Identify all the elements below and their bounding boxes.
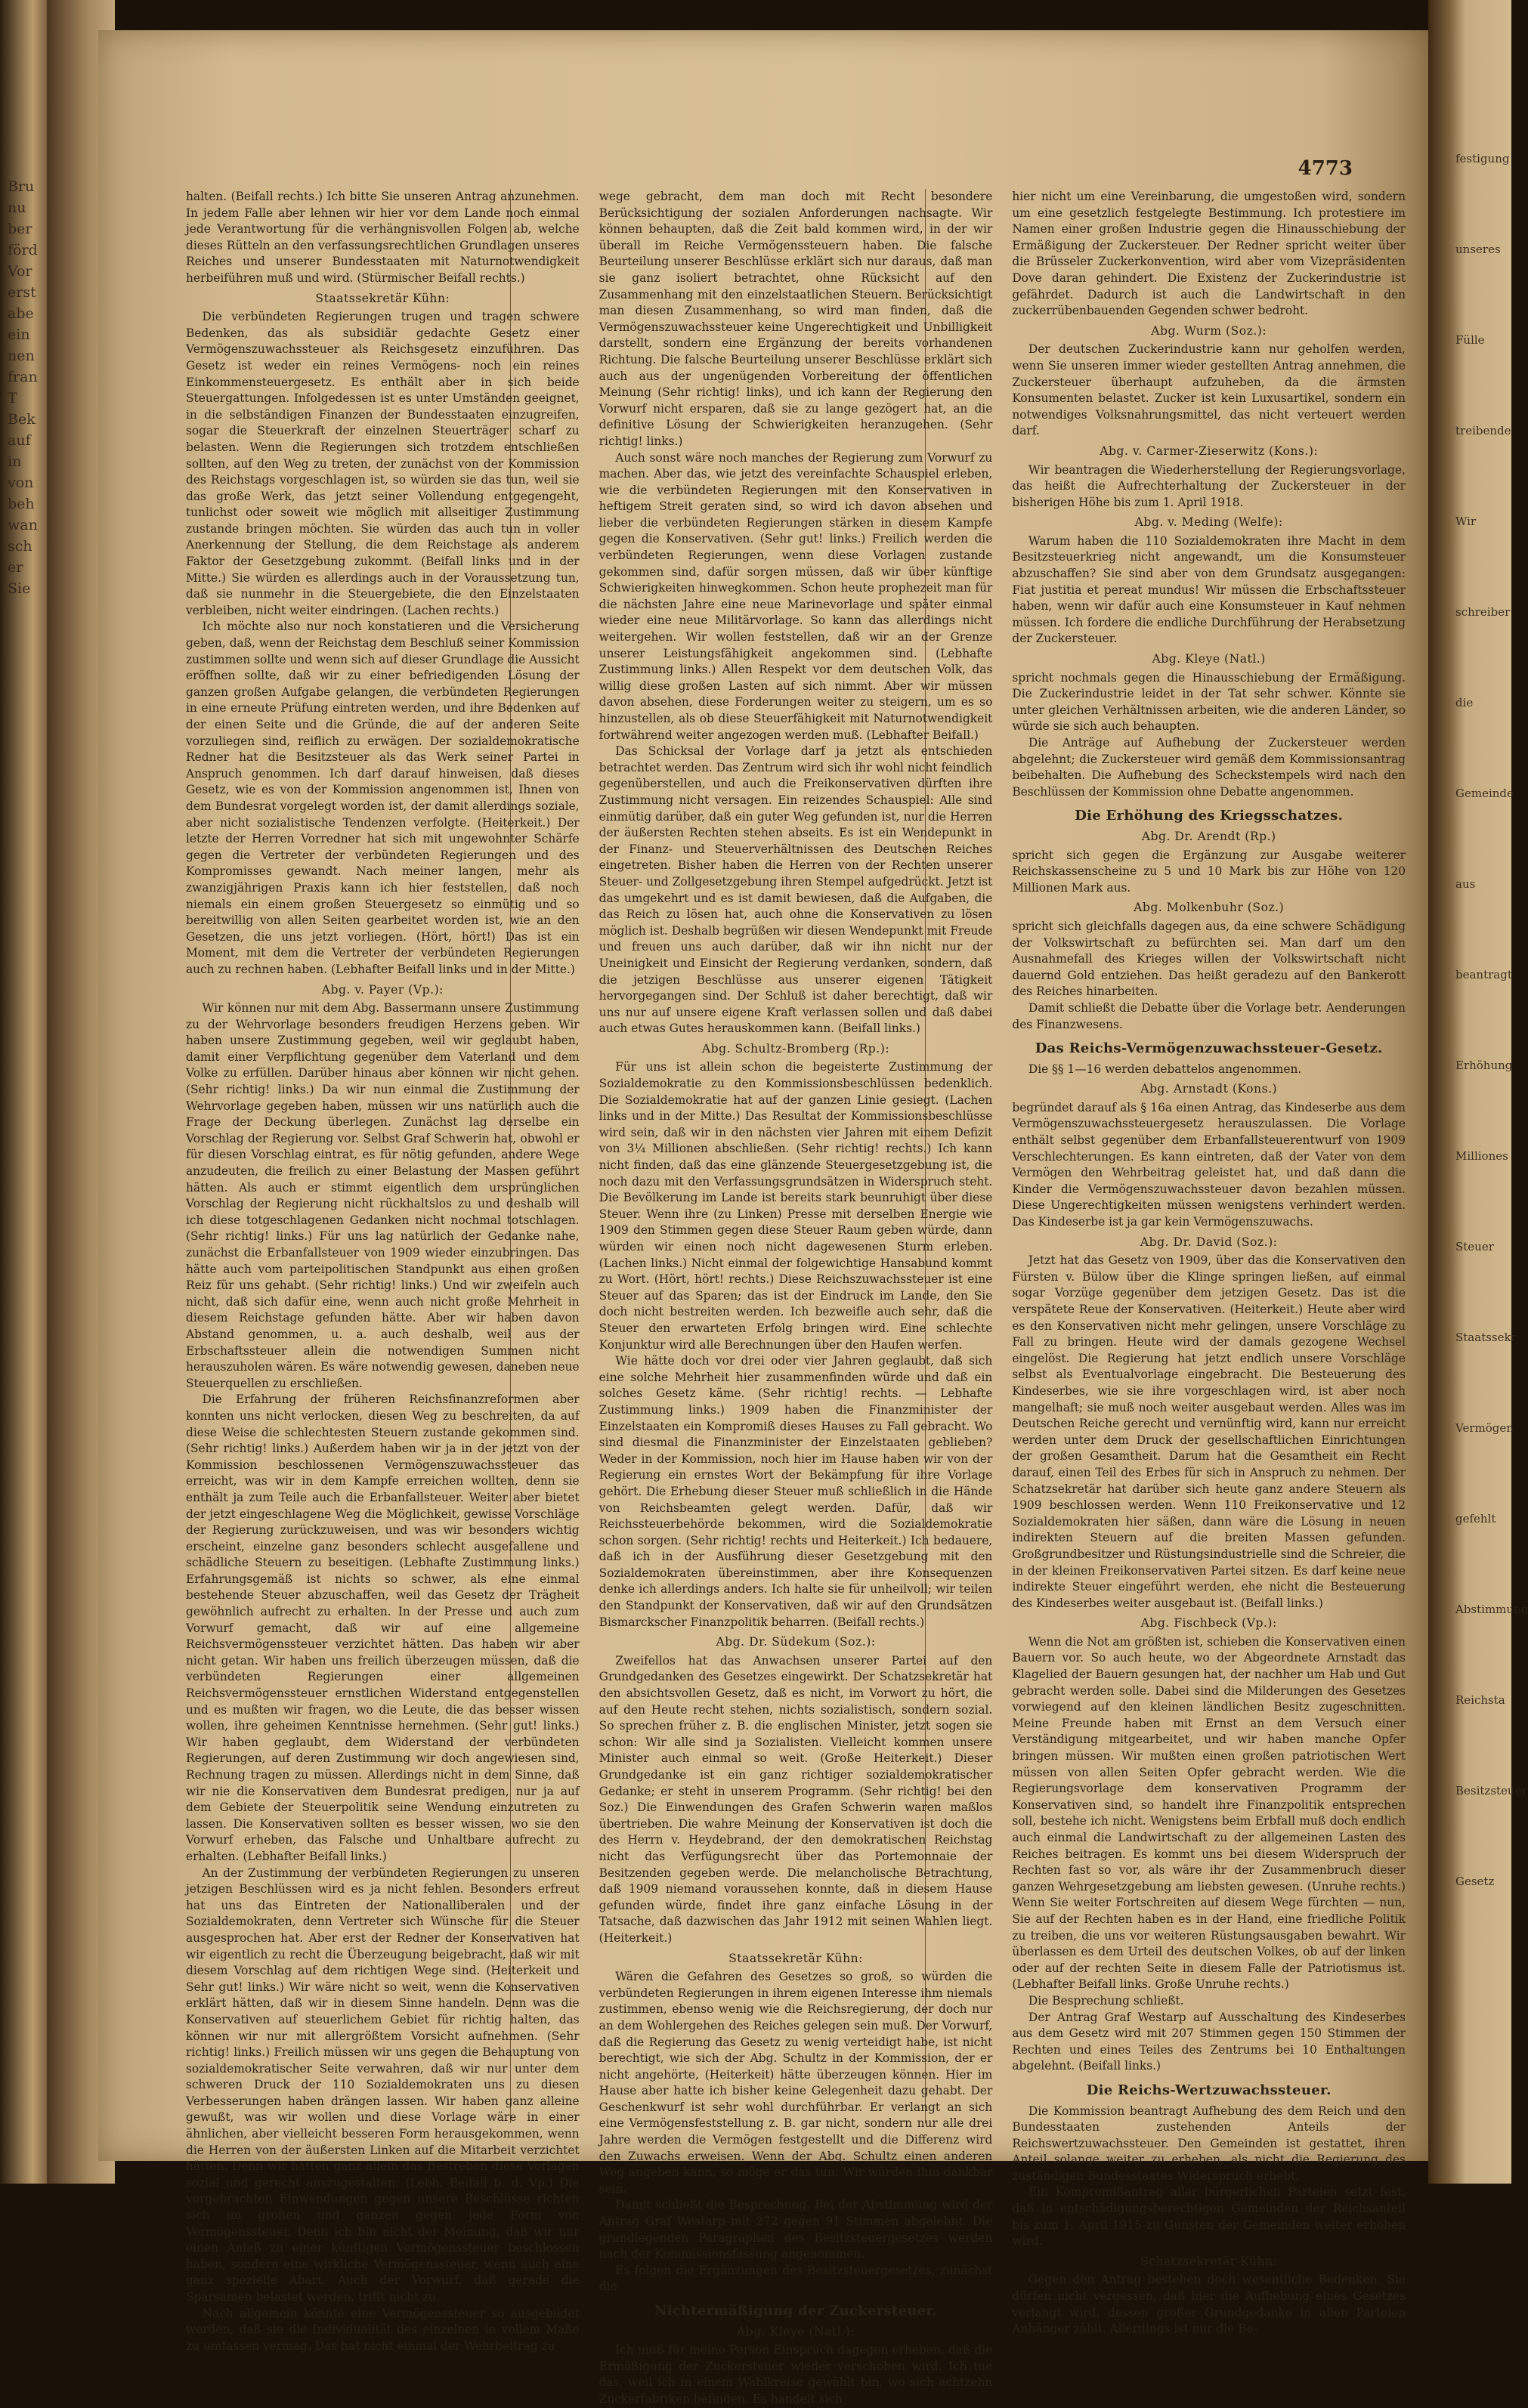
paragraph: wege gebracht, dem man doch mit Recht besondere Berücksichtigung der sozialen Anforderungen nachsagte. Wir können behaupten, daß die Zeit bald kommen wird, in der wir überall im Reiche Vermögenssteuern haben. Die falsche Beurteilung unserer Beschlüsse erklärt sich nur daraus, daß man sie ganz isoliert betrachtet, ohne Rücksicht auf den Zusammenhang mit den einzelstaatlichen Steuern. Berücksichtigt man diesen Zusammenhang, so wird man finden, daß die Vermögenszuwachssteuer keine Ungerechtigkeit und Unbilligkeit darstellt, sondern eine Ergänzung der bereits vorhandenen Richtung. Die falsche Beurteilung unserer Beschlüsse erklärt sich auch aus der ungenügenden Vorbereitung der öffentlichen Meinung (Sehr richtig! links), und ich kann der Regierung den Vorwurf nicht ersparen, daß sie zu lange gezögert hat, an die definitive Lösung der Schwierigkeiten heranzugehen. (Sehr richtig! links.) — [599, 190, 993, 448]
paragraph: Die Erfahrung der früheren Reichsfinanzreformen aber konnten uns nicht verlocken, diesen Weg zu beschreiten, da auf diese Weise die schlechtesten Steuern zustande gekommen sind. (Sehr richtig! links.) Außerdem haben wir ja in der jetzt von der Kommission beschlossenen Vermögenszuwachssteuer das erreicht, was wir in dem Kampfe erreichen wollten, denn sie enthält ja zum Teile auch die Erbanfallsteuer. Weiter aber bietet der jetzt eingeschlagene Weg die Möglichkeit, gewisse Vorschläge der Regierung zurückzuweisen, und was wir besonders wichtig erscheint, einzelne ganz besonders schlecht ausgefallene und schädliche Steuern zu beseitigen. (Lebhafte Zustimmung links.) Erfahrungsgemäß ist nichts so schwer, als eine einmal bestehende Steuer abzuschaffen, weil das Gesetz der Trägheit gewöhnlich aufrecht zu erhalten. In der Presse und auch zum Vorwurf gemacht, daß wir auf eine allgemeine Reichsvermögenssteuer verzichtet hätten. Das haben wir aber nicht getan. Wir haben uns freilich überzeugen müssen, daß die verbündeten Regierungen einer allgemeinen Reichsvermögenssteuer ernstlichen Widerstand entgegenstellen und es mußten wir fragen, wo die Leute, die das besser wissen wollen, ihre geheimen Kenntnisse hernehmen. (Sehr gut! links.) Wir haben geglaubt, dem Widerstand der verbündeten Regierungen, auf deren Zustimmung wir doch angewiesen sind, Rechnung tragen zu müssen. Allerdings nicht in dem Sinne, daß wir nie die Konservativen dem Bundesrat predigen, nur ja auf dem Gebiete der Steuerpolitik seine Wendung einzutreten zu lassen. Die Konservativen sollten es besser wissen, wo sie den Vorwurf erheben, das Falsche und Unhaltbare aufrecht zu erhalten. (Lebhafter Beifall links.) — [186, 1393, 580, 1863]
paragraph: spricht sich gegen die Ergänzung zur Ausgabe weiterer Reichskassenscheine zu 5 und 10 Mark bis zur Höhe von 120 Millionen Mark aus. — [1012, 848, 1406, 895]
paragraph: Nach allgemein könnte eine Vermögenssteuer so ausgebildet werden, daß sie die Individualität des einzelnen in vollem Maße zu umfassen vermag. Das hat nicht einmal der Wehrbeitrag zu — [186, 2306, 580, 2353]
section-heading: Die Erhöhung des Kriegsschatzes. — [1075, 808, 1344, 824]
paragraph: Auch sonst wäre noch manches der Regierung zum Vorwurf zu machen. Aber das, wie jetzt des vereinfachte Schauspiel erleben, wie die verbündeten Regierungen mit den Konservativen in heftigem Streit geraten sind, so wird ich davon absehen und lieber die verbündeten Regierungen stärken in diesem Kampfe gegen die Konservativen. (Sehr gut! links.) Freilich werden die verbündeten Regierungen, wenn diese Vorlagen zustande gekommen sind, dafür sorgen müssen, daß wir über künftige Schwierigkeiten hinwegkommen. Schon heute prophezeit man für die nächsten Jahre eine neue Marinevorlage und später einmal wieder eine neue Militärvorlage. So kann das allerdings nicht weitergehen. Wir wollen feststellen, daß wir an der Grenze unserer Leistungsfähigkeit angekommen sind. (Lebhafte Zustimmung links.) Allen Respekt vor dem deutschen Volk, das willig diese großen Lasten auf sich nimmt. Aber wir müssen davon absehen, diese Forderungen weiter zu steigern, um es so hinzustellen, als ob diese Steuerfähigkeit mit Naturnotwendigkeit fortwährend weiter angezogen werden muß. (Lebhafter Beifall.) — [599, 450, 993, 742]
paragraph: Ich muß für meine Person Einspruch dagegen erheben, daß die Ermäßigung der Zuckersteuer wieder verschoben wird. Ich tue das, weil ich in einem Wahlkreise gewählt bin, wo sich achtzehn Zuckerfabriken befinden. Es handelt sich — [599, 2343, 993, 2406]
paragraph: spricht sich gleichfalls dagegen aus, da eine schwere Schädigung der Volkswirtschaft zu befürchten sei. Man darf um den Ausnahmefall des Krieges willen der Volkswirtschaft nicht dauernd Gold entziehen. Das heißt geradezu auf den Bankerott des Reiches hinarbeiten. — [1012, 919, 1406, 999]
speaker-heading: Schatzsekretär Kühn: — [1140, 2254, 1278, 2268]
margin-fragment: er — [8, 559, 23, 576]
margin-fragment: Milliones — [1455, 1149, 1508, 1163]
margin-fragment: festigung — [1455, 152, 1510, 165]
speaker-heading: Abg. Schultz-Bromberg (Rp.): — [701, 1041, 890, 1056]
paragraph: Warum haben die 110 Sozialdemokraten ihre Macht in dem Besitzsteuerkrieg nicht angewandt, um die Konsumsteuer abzuschaffen? Sie sind aber von dem Grundsatz ausgegangen: Fiat justitia et pereat mundus! Wir müssen die Erbschaftssteuer haben, wenn wir dafür auch eine Konsumsteuer in Kauf nehmen müssen. Ich fordere die endliche Durchführung der Herabsetzung der Zuckersteuer. — [1012, 533, 1406, 646]
paragraph: spricht nochmals gegen die Hinausschiebung der Ermäßigung. Die Zuckerindustrie leidet in der Tat sehr schwer. Könnte sie unter gleichen Verhältnissen arbeiten, wie die anderen Länder, so würde sie sich auch behaupten. — [1012, 670, 1406, 734]
margin-fragment: Reichsta — [1455, 1693, 1505, 1707]
margin-fragment: aus — [1455, 877, 1476, 891]
speaker-heading: Abg. v. Meding (Welfe): — [1134, 515, 1283, 530]
margin-fragment: Vermögen — [1455, 1421, 1514, 1435]
paragraph: Die Kommission beantragt Aufhebung des dem Reich und den Bundesstaaten zustehenden Anteils der Reichswertzuwachssteuer. Den Gemeinden ist gestattet, ihren Anteil solange weiter zu erheben, als nicht die Regierung des zuständigen Bundesstaates Widerspruch erhebt. — [1012, 2104, 1406, 2183]
margin-fragment: unseres — [1455, 243, 1501, 256]
margin-fragment: die — [1455, 696, 1474, 709]
paragraph: Wie hätte doch vor drei oder vier Jahren geglaubt, daß sich eine solche Mehrheit hier zusammenfinden würde und daß ein solches Gesetz käme. (Sehr richtig! rechts. — Lebhafte Zustimmung links.) 1909 haben die Finanzminister der Einzelstaaten ein Kompromiß dieses Hauses zu Fall gebracht. Wo sind diesmal die Finanzminister der Einzelstaaten geblieben? Weder in der Kommission, noch hier im Hause haben wir von der Regierung ein ernstes Wort der Bekämpfung für ihre Vorlage gehört. Die Erhebung dieser Steuer muß schließlich in die Hände von Reichsbeamten gelegt werden. Dafür, daß wir Reichssteuerbehörde bekommen, wird die Sozialdemokratie schon sorgen. (Sehr richtig! rechts und Heiterkeit.) Ich bedauere, daß ich in der Ausführung dieser Gesetzgebung mit den Sozialdemokraten übereinstimmen, aber ihre Konsequenzen denke ich allerdings anders. Ich halte sie für unheilvoll; wir teilen den Standpunkt der Konservativen, daß wir auf den Grundsätzen Bismarckscher Finanzpolitik beharren. (Beifall rechts.) — [599, 1354, 993, 1629]
speaker-heading: Abg. Kleye (Natl.) — [1152, 652, 1266, 666]
speaker-heading: Abg. Dr. Südekum (Soz.): — [716, 1635, 876, 1649]
margin-fragment: Bru — [8, 178, 35, 195]
margin-fragment: Staatssekr — [1455, 1331, 1517, 1344]
column-3 — [1012, 189, 1406, 2336]
speaker-heading: Staatssekretär Kühn: — [315, 291, 450, 305]
margin-fragment: ein — [8, 326, 30, 343]
paragraph: halten. (Beifall rechts.) Ich bitte Sie unseren Antrag anzunehmen. In jedem Falle aber lehnen wir hier vor dem Lande noch einmal jede Verantwortung für die verhängnisvollen Folgen ab, welche dieses Rütteln an den verfassungsrechtlichen Grundlagen unseres Reiches und unserer Bundesstaaten mit Naturnotwendigkeit herbeiführen muß und wird. (Stürmischer Beifall rechts.) — [186, 190, 580, 285]
speaker-heading: Staatssekretär Kühn: — [728, 1951, 863, 1965]
speaker-heading: Abg. Wurm (Soz.): — [1151, 323, 1267, 338]
paragraph: Die §§ 1—16 werden debattelos angenommen. — [1028, 1062, 1302, 1076]
margin-fragment: beh — [8, 496, 35, 512]
margin-fragment: förd — [8, 242, 38, 258]
margin-fragment: wan — [8, 517, 38, 533]
margin-fragment: Steuer — [1455, 1240, 1494, 1253]
paragraph: Die Anträge auf Aufhebung der Zuckersteuer werden abgelehnt; die Zuckersteuer wird gemäß dem Kommissionsantrag beibehalten. Die Aufhebung des Scheckstempels wird nach den Beschlüssen der Kommission ohne Debatte angenommen. — [1012, 736, 1406, 799]
paragraph: An der Zustimmung der verbündeten Regierungen zu unseren jetzigen Beschlüssen wird es ja nicht fehlen. Besonders erfreut hat uns das Eintreten der Nationalliberalen und der Sozialdemokraten, denn Vertreter sich Wünsche für die Steuer ausgesprochen hat. Aber erst der Redner der Konservativen hat wir eigentlich zu recht die Überzeugung beigebracht, daß wir mit diesem Vorschlag auf dem richtigen Wege sind. (Heiterkeit und Sehr gut! links.) Wir wäre nicht so weit, wenn die Konservativen erklärt hätten, daß wir in diesem Sinne handeln. Denn was die Konservativen auf steuerlichem Gebiet für richtig halten, das können wir nur mit allergrößtem Vorsicht aufnehmen. (Sehr richtig! links.) Freilich müssen wir uns gegen die Behauptung von sozialdemokratischer Seite verwahren, daß wir nur unter dem schweren Druck der 110 Sozialdemokraten uns zu diesen Verbesserungen haben drängen lassen. Wir haben ganz alleine gewußt, was wir wollen und diese Vorlage wäre in einer ähnlichen, aber vielleicht besseren Form herausgekommen, wenn die Herren von der äußersten Linken auf die Mitarbeit verzichtet hätten. Denn wir hatten ganz allein das Bestreben diese Vorlagen sozial und gerecht auszugestalten. (Lebh. Beifall b. d. Vp.) Die vorgebrachten Einwendungen gegen unsere Beschlüsse richten sich im großen und ganzen gegen jede Form von Vermögenssteuer. Denn ich bin nicht der Meinung, daß wir nur einen Anlaß zu einer künftigen Vermögenssteuer beschlossen haben, sondern eine wirkliche Vermögenssteuer, wenn auch eine ganz spezielle Abart. Auch der Vorwurf, daß gerade die Sparsamen belastet werden, trifft nicht zu. — [186, 1866, 580, 2304]
paragraph: Wir können nur mit dem Abg. Bassermann unsere Zustimmung zu der Wehrvorlage besonders freudigen Herzens geben. Wir haben unsere Zustimmung gegeben, weil wir geglaubt haben, damit einer Verpflichtung gegenüber dem Vaterland und dem Volke zu erfüllen. Darüber hinaus aber können wir nicht gehen. (Sehr richtig! links.) Da wir nun einmal die Zustimmung der Wehrvorlage gegeben haben, müssen wir uns natürlich auch die Frage der Deckung überlegen. Zunächst lag derselbe ein Vorschlag der Regierung vor. Selbst Graf Schwerin hat, obwohl er für diesen Vorschlag eintrat, es für nötig gefunden, andere Wege anzudeuten, die freilich zu einer Belastung der Massen geführt hätten. Als auch er stimmt eigentlich dem ursprünglichen Vorschlag der Regierung nicht rückhaltslos zu und deshalb will ich diese totgeschlagenen Gedanken nicht nochmal totschlagen. (Sehr richtig! links.) Für uns lag natürlich der Gedanke nahe, zunächst die Erbanfallsteuer von 1909 wieder einzubringen. Das hätte auch vom parteipolitischen Standpunkt aus einen großen Reiz für uns gehabt. (Sehr richtig! links.) Und wir zweifeln auch nicht, daß sich dafür eine, wenn auch nicht große Mehrheit in diesem Reichstage gefunden hätte. Aber wir haben davon Abstand genommen, u. a. auch deshalb, weil aus der Erbschaftssteuer allein die notwendigen Summen nicht herauszuholen wären. Es wäre notwendig gewesen, daneben neue Steuerquellen zu erschließen. — [186, 1001, 580, 1390]
paragraph: Es folgen die Ergänzungen des Besitzsteuergesetzes, zunächst die — [599, 2263, 993, 2294]
margin-fragment: fran — [8, 369, 38, 385]
paragraph: begründet darauf als § 16a einen Antrag, das Kindeserbe aus dem Vermögenszuwachssteuergesetz herauszulassen. Die Vorlage enthält selbst gegenüber dem Erbanfallsteuerentwurf von 1909 Verschlechterungen. Es kann eintreten, daß der Vater von dem Vermögen den Wehrbeitrag geleistet hat, und daß dann die Kinder die Vermögenszuwachssteuer davon bezahlen müssen. Diese Ungerechtigkeiten müssen wenigstens verhindert werden. Das Kindeserbe ist ja gar kein Vermögenszuwachs. — [1012, 1100, 1406, 1229]
column-2 — [599, 189, 993, 2406]
margin-fragment: abe — [8, 305, 34, 322]
margin-fragment: beantragt — [1455, 968, 1512, 981]
margin-fragment: Abstimmung — [1455, 1603, 1528, 1616]
margin-fragment: erst — [8, 284, 36, 301]
margin-fragment: T — [8, 390, 17, 406]
speaker-heading: Abg. Molkenbuhr (Soz.) — [1134, 901, 1285, 915]
margin-fragment: nen — [8, 348, 35, 364]
speaker-heading: Abg. Dr. David (Soz.): — [1140, 1235, 1278, 1249]
paragraph: Zweifellos hat das Anwachsen unserer Partei auf den Grundgedanken des Gesetzes eingewirkt. Der Schatzsekretär hat den absichtsvollen Gesetz, daß es nicht, im Vorwort zu hört, die auf den Heute recht stehen, nichts sozialistisch, sondern sozial. So sprechen früher z. B. die englischen Minister, jetzt sogen sie schon: Wir alle sind ja Sozialisten. Vielleicht kommen unsere Minister auch einmal so weit. (Große Heiterkeit.) Dieser Grundgedanke ist ein ganz richtiger sozialdemokratischer Gedanke; er steht in unserem Programm. (Sehr richtig! bei den Soz.) Die Einwendungen des Grafen Schwerin waren maßlos übertrieben. Die wahre Meinung der Konservativen ist doch die des Herrn v. Heydebrand, der den demokratischen Reichstag nicht das Verfügungsrecht über das Portemonnaie der Besitzenden gegeben werde. Die melancholische Betrachtung, daß 1909 niemand voraussehen konnte, daß in diesem Hause gefunden würde, findet ihre ganz einfache Lösung in der Tatsache, daß dazwischen das Jahr 1912 mit seinen Wahlen liegt. (Heiterkeit.) — [599, 1653, 993, 1945]
paragraph: hier nicht um eine Vereinbarung, die umgestoßen wird, sondern um eine gesetzlich festgelegte Bestimmung. Ich protestiere im Namen einer großen Industrie gegen die Hinausschiebung der Ermäßigung der Zuckersteuer. Der Redner spricht weiter über die Brüsseler Zuckerkonvention, wird aber vom Vizepräsidenten Dove daran gehindert. Die Existenz der Zuckerindustrie ist gefährdet. Dadurch ist auch die Landwirtschaft in den zuckerrübenbauenden Gegenden schwer bedroht. — [1012, 190, 1406, 318]
margin-fragment: Sie — [8, 580, 31, 597]
paragraph: Damit schließt die Besprechung. Bei der Abstimmung wird der Antrag Graf Westarp mit 272 gegen 91 Stimmen abgelehnt. Die grundlegenden Paragraphen des Besitzsteuergesetzes werden nach der Kommissionsfassung angenommen. — [599, 2198, 993, 2261]
speaker-heading: Abg. Kleye (Natl.): — [736, 2324, 855, 2338]
paragraph: Gegen den Antrag bestehen doch wesentliche Bedenken. Sie dürfen nicht vergessen, daß hier die Aufhebung eines Gesetzes verlangt wird, dessen großer Grundgedanke in allen Parteien Anhänger zählt. Allerdings ist nur die Be- — [1012, 2273, 1406, 2336]
paragraph: Wir beantragen die Wiederherstellung der Regierungsvorlage, das heißt die Aufrechterhaltung der Zuckersteuer in der bisherigen Höhe bis zum 1. April 1918. — [1012, 462, 1406, 509]
section-heading: Die Reichs-Wertzuwachssteuer. — [1086, 2082, 1332, 2098]
margin-fragment: auf — [8, 432, 31, 449]
paragraph: Wenn die Not am größten ist, schieben die Konservativen einen Bauern vor. So auch heute, wo der Abgeordnete Arnstadt das Klagelied der Bauern gesungen hat, der nachher um Hab und Gut gebracht werden solle. Dabei sind die Milderungen des Gesetzes vorwiegend auf den kleinen ländlichen Besitz zugeschnitten. Meine Freunde haben mit Ernst an dem Versuch einer Verständigung mitgearbeitet, und wir haben manche Opfer bringen müssen. Wir mußten einen großen patriotischen Wert müssen von allen Seiten Opfer gebracht werden. Wie die Regierungsvorlage dem konservativen Programm der Konservativen sind, so handelt ihre Finanzpolitik entsprechen soll, bestehe ich nicht. Wenigstens beim Erbfall muß doch endlich auch einmal die Landwirtschaft zu der allgemeinen Lasten des Reiches beitragen. Es kommt uns bei diesem Widerspruch der Rechten fast so vor, als wäre ihr der Zusammenbruch dieser ganzen Wehrgesetzgebung am liebsten gewesen. (Unruhe rechts.) Wenn Sie weiter Fortschreiten auf diesem Wege fürchten — nun, Sie auf der Rechten haben es in der Hand, eine friedliche Politik zu treiben, die uns vor weiteren Rüstungsausgaben bewahrt. Wir überlassen es dem Urteil des deutschen Volkes, ob auf der linken oder auf der rechten Seite in diesem Falle der Patriotismus ist. (Lebhafter Beifall links. Große Unruhe rechts.) — [1012, 1634, 1406, 1992]
paragraph: Damit schließt die Debatte über die Vorlage betr. Aenderungen des Finanzwesens. — [1012, 1000, 1406, 1031]
speaker-heading: Abg. Arnstadt (Kons.) — [1140, 1082, 1278, 1096]
text-columns — [186, 189, 1406, 2406]
speaker-heading: Abg. Dr. Arendt (Rp.) — [1141, 829, 1276, 843]
section-heading: Nichtermäßigung der Zuckersteuer. — [654, 2303, 938, 2319]
margin-fragment: Bek — [8, 411, 36, 428]
margin-fragment: sch — [8, 538, 32, 555]
margin-fragment: nu — [8, 199, 26, 216]
margin-fragment: in — [8, 453, 22, 470]
margin-fragment: gefehlt — [1455, 1512, 1496, 1525]
margin-fragment: Wir — [1455, 515, 1477, 528]
margin-fragment: treibende — [1455, 424, 1511, 437]
speaker-heading: Abg. v. Payer (Vp.): — [321, 982, 444, 997]
paragraph: Jetzt hat das Gesetz von 1909, über das die Konservativen den Fürsten v. Bülow über die Klinge springen ließen, auf einmal sogar Vorzüge gegenüber dem jetzigen Gesetz. Das ist die verspätete Reue der Konservativen. (Heiterkeit.) Heute aber wird es den Konservativen nicht mehr gelingen, unsere Vorschläge zu Fall zu bringen. Heute wird der damals gezogene Wechsel eingelöst. Die Regierung hat jetzt endlich unsere Vorschläge selbst als Eventualvorlage eingebracht. Die Besteuerung des Kindeserbes, wie sie ihre vorgeschlagen wird, ist aber noch mangelhaft; sie muß noch weiter ausgebaut werden. Alles was im Deutschen Reiche gerecht und vernünftig wird, kann nur erreicht werden unter dem Druck der gesellschaftlichen Einrichtungen der großen Gesamtheit. Darum hat die Gesamtheit ein Recht darauf, einen Teil des Erbes für sich in Anspruch zu nehmen. Der Schatzsekretär hat darüber sich heute ganz andere Steuern als 1909 beschlossen werden. Wenn 110 Freikonservative und 12 Sozialdemokraten hier säßen, dann wäre die Lösung in neuen indirekten Steuern auf die breiten Massen gefunden. Großgrundbesitzer und Rüstungsindustrielle sind die Schreier, die in der kleinen Freikonservativen Partei sitzen. Es darf keine neue indirekte Steuer eingeführt werden, ehe nicht die Besteuerung des Kindeserbes weiter ausgebaut ist. (Beifall links.) — [1012, 1253, 1406, 1610]
margin-fragment: ber — [8, 221, 32, 237]
margin-fragment: Fülle — [1455, 333, 1485, 347]
adjacent-page-left-edge — [0, 0, 47, 2184]
paragraph: Ich möchte also nur noch konstatieren und die Versicherung geben, daß, wenn der Reichstag dem Beschluß seiner Kommission zustimmen sollte und wenn sich auf dieser Grundlage die Aussicht eröffnen sollte, daß wir zu einer befriedigenden Lösung der ganzen großen Aufgabe gelangen, die verbündeten Regierungen in eine erneute Prüfung eintreten werden, und ihre Bedenken auf der einen Seite und die Gründe, die auf der anderen Seite vorzuliegen sind, reiflich zu erwägen. Der sozialdemokratische Redner hat die Besitzsteuer als das Werk seiner Partei in Anspruch genommen. Ich darf darauf hinweisen, daß dieses Gesetz, wie es von der Kommission angenommen ist, Ihnen von dem Bundesrat vorgelegt worden ist, der damit allerdings soziale, aber nicht sozialistische Tendenzen verfolgte. (Heiterkeit.) Der letzte der Herren Vorredner hat sich mit ungewohnter Schärfe gegen die Vertreter der verbündeten Regierungen und des Kompromisses gewandt. Nach meiner langen, mehr als zwanzigjährigen Praxis kann ich hier feststellen, daß noch niemals ein einem großen Steuergesetz so einmütig und so bereitwillig von allen Seiten gearbeitet worden ist, wie an den Gesetzen, die uns jetzt vorliegen. (Hört, hört!) Das ist ein Moment, mit dem die Vertreter der verbündeten Regierungen auch zu rechnen haben. (Lebhafter Beifall links und in der Mitte.) — [186, 620, 580, 976]
margin-fragment: Besitzsteuer — [1455, 1784, 1527, 1797]
paragraph: Der deutschen Zuckerindustrie kann nur geholfen werden, wenn Sie unseren immer wieder gestellten Antrag annehmen, die Zuckersteuer überhaupt aufzuheben, da die ärmsten Konsumenten belastet. Zucker ist kein Luxusartikel, sondern ein notwendiges Volksnahrungsmittel, das nicht verteuert werden darf. — [1012, 342, 1406, 438]
column-1 — [186, 189, 580, 2353]
margin-fragment: Gemeinde — [1455, 787, 1514, 800]
speaker-heading: Abg. v. Carmer-Zieserwitz (Kons.): — [1100, 444, 1319, 458]
margin-fragment: Erhöhung — [1455, 1059, 1513, 1072]
margin-fragment: schreiber — [1455, 605, 1511, 619]
adjacent-page-right-edge — [1428, 0, 1528, 2184]
paragraph: Die verbündeten Regierungen trugen und tragen schwere Bedenken, das als subsidiär gedachte Gesetz einer Vermögenszuwachssteuer als Reichsgesetz einzuführen. Das Gesetz ist weder ein reines Vermögens- noch ein reines Einkommensteuergesetz. Es enthält aber in sich beide Steuergattungen. Infolgedessen ist es unter Umständen geeignet, in die selbständigen Finanzen der Bundesstaaten einzugreifen, sogar die Steuerkraft der einzelnen Steuerträger scharf zu belasten. Wenn die Regierungen sich trotzdem entschließen sollten, auf den Weg zu treten, der zunächst von der Kommission des Reichstags vorgeschlagen ist, so würden sie das tun, weil sie das große Werk, das jetzt seiner Vollendung entgegengeht, tunlichst oder soweit wie möglich mit allseitiger Zustimmung zustande bringen möchten. Sie würden das auch tun in voller Anerkennung der Stellung, die dem Reichstage als anderem Faktor der Gesetzgebung zukommt. (Beifall links und in der Mitte.) Sie würden es allerdings auch in der Voraussetzung tun, daß sie nunmehr in die Steuergebiete, die den Einzelstaaten verbleiben, nicht weiter eindringen. (Lachen rechts.) — [186, 310, 580, 617]
paragraph: Das Schicksal der Vorlage darf ja jetzt als entschieden betrachtet werden. Das Zentrum wird sich ihr wohl nicht feindlich gegenüberstellen, und auch die Freikonservativen dürften ihre Zustimmung nicht versagen. Ein reizendes Schauspiel: Alle sind einmütig darüber, daß ein guter Weg gefunden ist, nur die Herren der äußersten Rechten stehen abseits. Es ist ein Wendepunkt in der Finanz- und Steuerverhältnissen des Deutschen Reiches eingetreten. Bisher haben die Herren von der Rechten unserer Steuer- und Zollgesetzgebung ihren Stempel aufgedrückt. Jetzt ist das umgekehrt und es ist damit bewiesen, daß die Aufgaben, die das Reich zu lösen hat, auch ohne die Konservativen zu lösen möglich ist. Deshalb begrüßen wir diesen Wendepunkt mit Freude und freuen uns auch darüber, daß wir ihn nicht nur der Uneinigkeit und Einsicht der Regierung verdanken, sondern, daß die jetzigen Beschlüsse aus unserer eigenen Tätigkeit hervorgegangen sind. Der Schluß ist daher berechtigt, daß wir uns nur auf unsere eigene Kraft verlassen sollen und daß dabei auch etwas Gutes herauskommen kann. (Beifall links.) — [599, 744, 993, 1036]
paragraph: Für uns ist allein schon die begeisterte Zustimmung der Sozialdemokratie zu den Kommissionsbeschlüssen bedenklich. Die Sozialdemokratie hat auf der ganzen Linie gesiegt. (Lachen links und in der Mitte.) Das Resultat der Kommissionsbeschlüsse wird sein, daß wir in den nächsten vier Jahren mit einem Defizit von 3¼ Millionen abschließen. (Sehr richtig! rechts.) Ich kann nicht finden, daß das eine glänzende Steuergesetzgebung ist, die noch dazu mit den Verfassungsgrundsätzen in Widerspruch steht. Die Bevölkerung im Lande ist bereits stark beunruhigt über diese Steuer. Wenn ihre (zu Linken) Presse mit derselben Energie wie 1909 den Stimmen gegen diese Steuer Raum geben würde, dann würden wir einen noch nicht dagewesenen Sturm erleben. (Lachen links.) Nicht einmal der folgewichtige Hansabund kommt zu Wort. (Hört, hört! rechts.) Diese Reichszuwachssteuer ist eine Steuer auf das Sparen; das ist der Eindruck im Lande, den Sie doch nicht bestreiten werden. Ich bezweifle auch sehr, daß die Steuer den erwarteten Erfolg bringen wird. Eine schlechte Konjunktur wird alle Berechnungen über den Haufen werfen. — [599, 1060, 993, 1352]
paragraph: Der Antrag Graf Westarp auf Ausschaltung des Kindeserbes aus dem Gesetz wird mit 207 Stimmen gegen 150 Stimmen der Rechten und eines Teiles des Zentrums bei 10 Enthaltungen abgelehnt. (Beifall links.) — [1012, 2010, 1406, 2073]
speaker-heading: Abg. Fischbeck (Vp.): — [1140, 1616, 1277, 1631]
page-number: 4773 — [1298, 157, 1353, 180]
section-heading: Das Reichs-Vermögenzuwachssteuer-Gesetz. — [1035, 1040, 1383, 1057]
paragraph: Wären die Gefahren des Gesetzes so groß, so würden die verbündeten Regierungen in ihrem eigenen Interesse ihm niemals zustimmen, ebenso wenig wie die Reichsregierung, der doch nur an dem Wohlergehen des Reiches gelegen sein muß. Der Vorwurf, daß die Regierung das Gesetz zu wenig verteidigt habe, ist nicht berechtigt, wie sich der Abg. Schultz in der Kommission, der er nicht angehörte, (Heiterkeit) hätte überzeugen können. Hier im Hause aber hatte ich bisher keine Gelegenheit dazu gehabt. Der Geschenkwurf ist sehr wohl durchführbar. Er verlangt an sich eine Vermögensfeststellung z. B. gar nicht, sondern nur alle drei Jahre werden die Vermögen festgestellt und die Differenz wird den Zuwachs erweisen. Wenn der Abg. Schultz einen anderen Weg angeben kann, so möge er das tun. Wir würden ihm dankbar sein. — [599, 1970, 993, 2196]
paragraph: Die Besprechung schließt. — [1028, 1993, 1184, 2008]
margin-fragment: Vor — [8, 263, 32, 280]
margin-fragment: von — [8, 474, 34, 491]
paragraph: Ein Kompromißantrag aller bürgerlichen Parteien setzt fest, daß in entschädigungsberechtigen Gemeinden der Reichsanteil bis zum 1. April 1915 zu Gunsten der Gemeinden weiter erhoben wird. — [1012, 2185, 1406, 2249]
margin-fragment: Gesetz — [1455, 1875, 1495, 1888]
